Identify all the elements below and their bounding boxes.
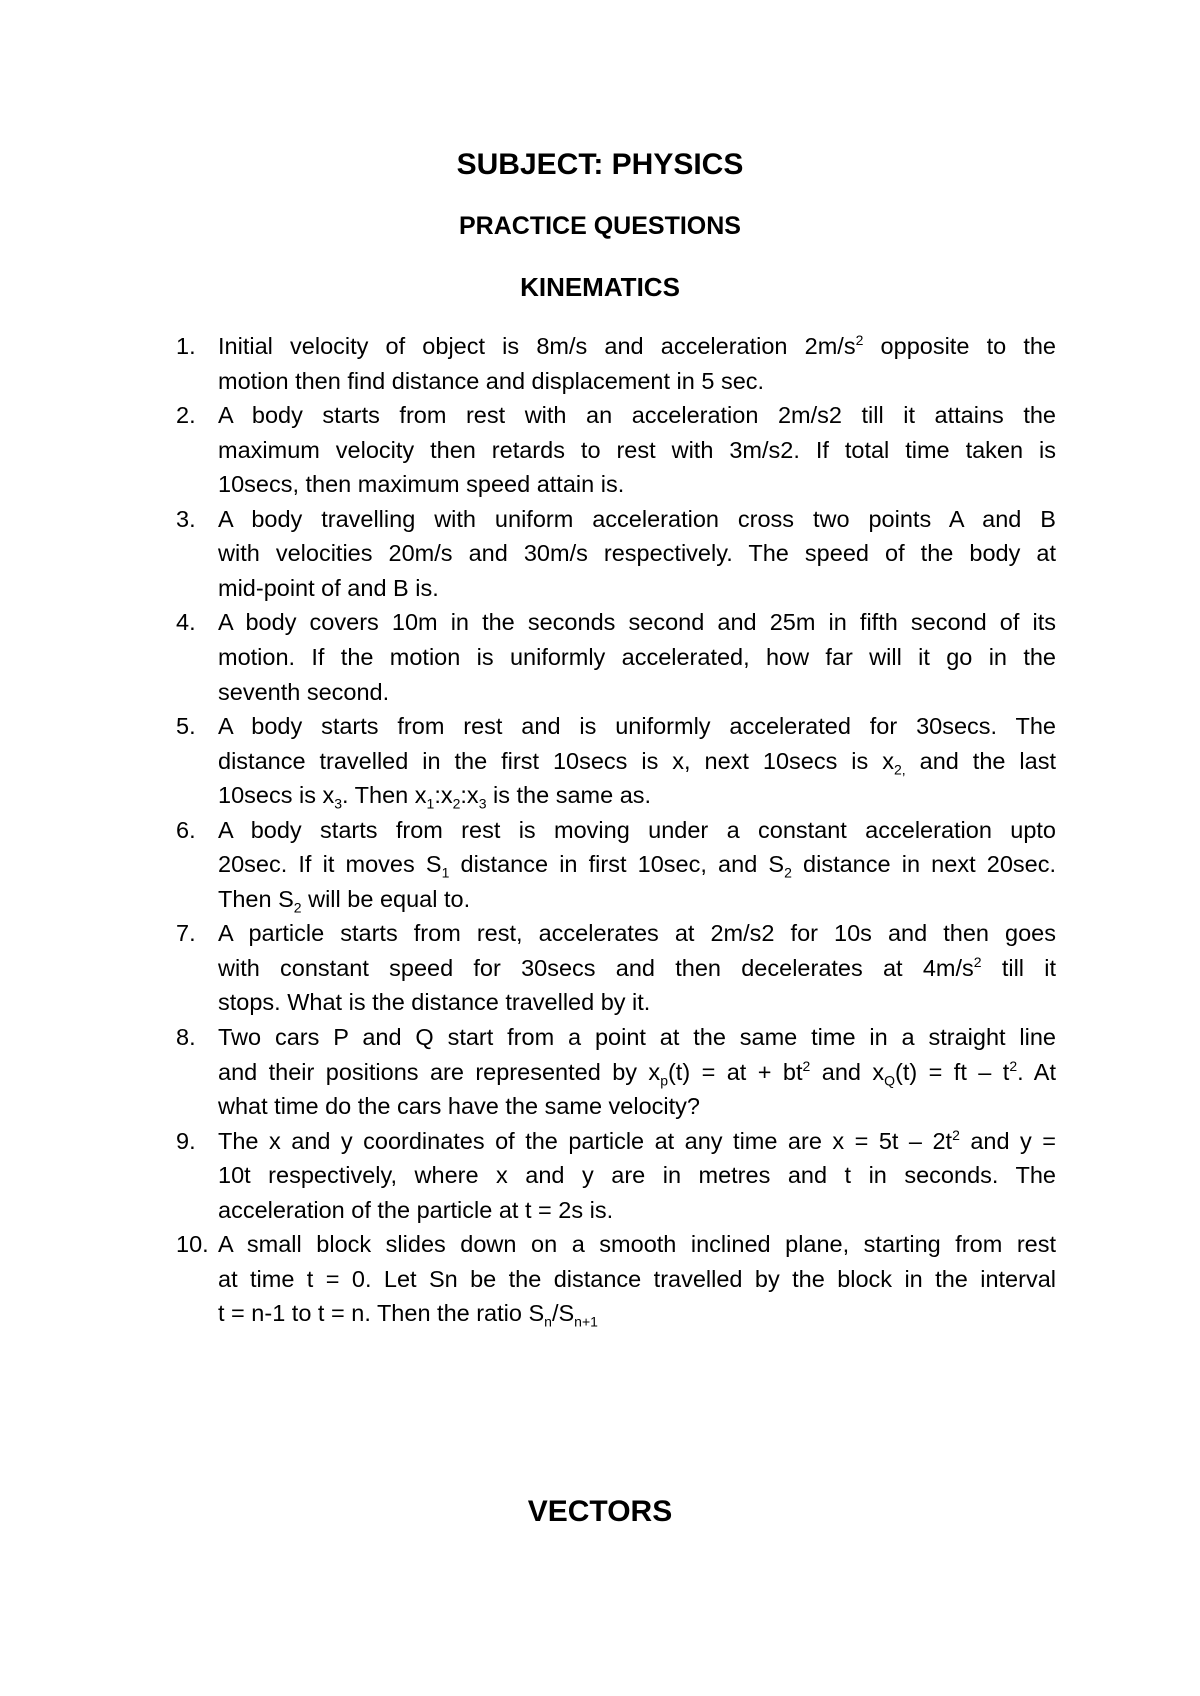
practice-heading: PRACTICE QUESTIONS <box>459 212 741 240</box>
question-text: (t) = ft – t <box>895 1058 1010 1085</box>
question-text: with constant speed for 30secs and then decelerates at 4m/s <box>218 954 974 981</box>
question-text: is the same as. <box>486 782 652 809</box>
subscript: n+1 <box>574 1314 598 1331</box>
question-text: and the last <box>905 747 1056 774</box>
subscript: 2 <box>452 795 461 812</box>
question-line <box>218 743 1056 781</box>
question-line <box>218 1261 1056 1299</box>
question-text: 10secs, then maximum speed attain is. <box>218 471 625 498</box>
question-line <box>218 1226 1056 1264</box>
question-text: 10t respectively, where x and y are in metres and t in seconds. The <box>218 1162 1056 1189</box>
question-text: A body travelling with uniform acceleration cross two points A and B <box>218 505 1056 532</box>
question-text: . At <box>1017 1058 1056 1085</box>
question-text: mid-point of and B is. <box>218 574 439 601</box>
question-line <box>218 674 1056 712</box>
question-text: A body covers 10m in the seconds second and 25m in fifth second of its <box>218 609 1056 636</box>
question-line <box>218 1123 1056 1161</box>
question-text: A small block slides down on a smooth inclined plane, starting from rest <box>218 1231 1056 1258</box>
question-text: and y = <box>959 1127 1056 1154</box>
superscript: 2 <box>1009 1057 1018 1074</box>
question-text: :x <box>434 782 453 809</box>
subscript: 2 <box>293 899 302 916</box>
question-text: :x <box>460 782 479 809</box>
question-line <box>218 1019 1056 1057</box>
question-text: A particle starts from rest, accelerates at 2m/s2 for 10s and then goes <box>218 920 1056 947</box>
question-number: 7. <box>176 920 196 947</box>
question-line <box>218 570 1056 608</box>
question-line <box>218 812 1056 850</box>
question-text: stops. What is the distance travelled by it. <box>218 989 651 1016</box>
question-text: distance in next 20sec. <box>791 851 1056 878</box>
question-number: 10. <box>176 1231 209 1258</box>
question-number: 9. <box>176 1127 196 1154</box>
question-text: 10secs is x <box>218 782 335 809</box>
subscript: 2, <box>893 761 906 778</box>
question-line <box>218 432 1056 470</box>
question-text: opposite to the <box>863 333 1056 359</box>
question-text: with velocities 20m/s and 30m/s respectively. The speed of the body at <box>218 540 1056 567</box>
question-text: acceleration of the particle at t = 2s is. <box>218 1196 614 1223</box>
question-text: 20sec. If it moves S <box>218 851 442 878</box>
question-line <box>218 397 1056 435</box>
question-number: 2. <box>176 402 196 429</box>
question-text: t = n-1 to t = n. Then the ratio S <box>218 1300 545 1327</box>
next-section-heading: VECTORS <box>527 1495 673 1528</box>
question-number: 8. <box>176 1024 196 1050</box>
question-line <box>218 639 1056 677</box>
question-line <box>218 708 1056 746</box>
superscript: 2 <box>855 332 864 349</box>
question-text: distance in first 10sec, and S <box>449 851 785 878</box>
question-text: will be equal to. <box>301 885 471 912</box>
question-line <box>218 1157 1056 1195</box>
subscript: n <box>544 1314 552 1331</box>
question-text: motion. If the motion is uniformly accelerated, how far will it go in the <box>218 643 1056 670</box>
question-number: 3. <box>176 505 196 532</box>
question-line <box>218 984 1056 1022</box>
subscript: 3 <box>334 795 343 812</box>
superscript: 2 <box>952 1126 960 1143</box>
question-line <box>218 535 1056 573</box>
subscript: Q <box>884 1072 896 1089</box>
question-text: motion then find distance and displacement in 5 sec. <box>218 367 765 394</box>
question-line <box>218 950 1056 988</box>
subscript: 1 <box>441 864 450 881</box>
question-line <box>218 604 1056 642</box>
question-line <box>218 1088 1056 1126</box>
question-line <box>218 363 1056 401</box>
question-text: till it <box>981 954 1057 981</box>
question-line <box>218 328 1056 366</box>
question-text: Two cars P and Q start from a point at the same time in a straight line <box>218 1024 1056 1050</box>
question-text: seventh second. <box>218 678 390 705</box>
question-text: distance travelled in the first 10secs is x, next 10secs is x <box>218 747 894 774</box>
subscript: 2 <box>784 864 792 881</box>
topic-heading: KINEMATICS <box>520 272 680 302</box>
question-text: Initial velocity of object is 8m/s and acceleration 2m/s <box>218 333 856 359</box>
question-number: 5. <box>176 713 196 740</box>
question-line <box>218 777 1056 815</box>
subject-heading: SUBJECT: PHYSICS <box>456 148 744 181</box>
question-text: and their positions are represented by x <box>218 1058 661 1085</box>
question-text: . Then x <box>342 782 427 809</box>
question-line <box>218 1295 1056 1333</box>
superscript: 2 <box>973 954 982 971</box>
question-text: A body starts from rest with an acceleration 2m/s2 till it attains the <box>218 402 1056 429</box>
question-text: Then S <box>218 885 294 912</box>
question-number: 4. <box>176 609 196 636</box>
superscript: 2 <box>802 1057 811 1074</box>
question-text: (t) = at + bt <box>667 1058 803 1085</box>
question-line <box>218 846 1056 884</box>
question-text: A body starts from rest is moving under a constant acceleration upto <box>218 816 1056 843</box>
question-text: maximum velocity then retards to rest with 3m/s2. If total time taken is <box>218 436 1056 463</box>
question-line <box>218 881 1056 919</box>
question-text: at time t = 0. Let Sn be the distance travelled by the block in the interval <box>218 1265 1056 1292</box>
question-text: /S <box>551 1300 575 1327</box>
subscript: 1 <box>426 795 435 812</box>
subscript: p <box>660 1072 668 1089</box>
question-line <box>218 466 1056 504</box>
question-number: 1. <box>176 333 196 359</box>
question-number: 6. <box>176 816 196 843</box>
question-text: A body starts from rest and is uniformly accelerated for 30secs. The <box>218 713 1056 740</box>
question-line <box>218 501 1056 539</box>
question-line <box>218 1054 1056 1092</box>
question-line <box>218 915 1056 953</box>
question-text: The x and y coordinates of the particle at any time are x = 5t – 2t <box>218 1127 953 1154</box>
question-text: and x <box>810 1058 885 1085</box>
question-text: what time do the cars have the same velocity? <box>218 1093 700 1120</box>
question-line <box>218 1192 1056 1230</box>
subscript: 3 <box>478 795 487 812</box>
